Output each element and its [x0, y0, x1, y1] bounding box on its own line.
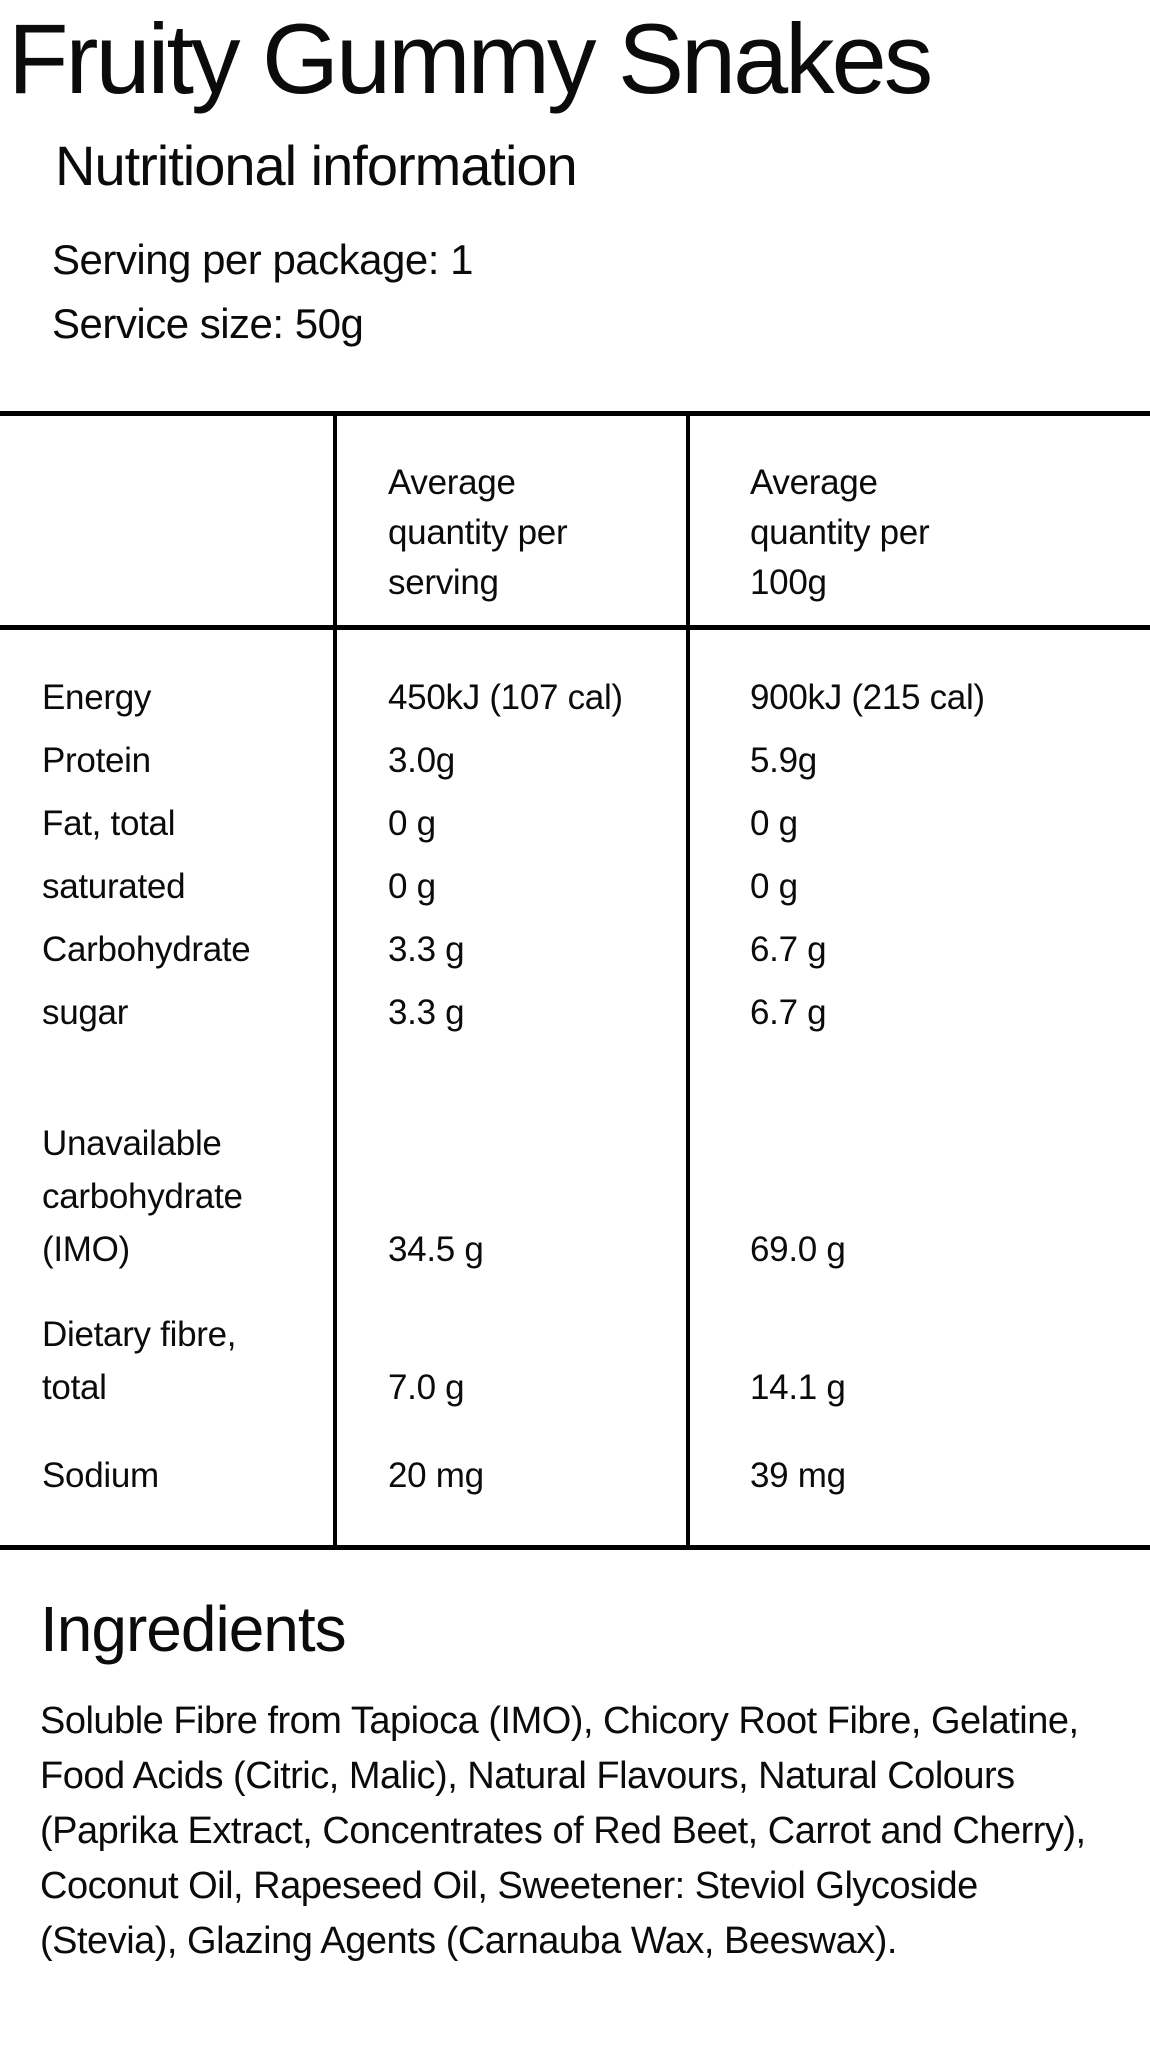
- table-column-divider-1: [333, 416, 337, 1545]
- per-serving-value: 3.3 g: [388, 929, 465, 969]
- table-row-carbohydrate: [0, 918, 1150, 981]
- per-serving-value: 34.5 g: [388, 1230, 484, 1269]
- per-100g-value: 39 mg: [750, 1455, 846, 1495]
- per-serving-value: 0 g: [388, 803, 436, 843]
- nutrient-name: sugar: [42, 992, 129, 1032]
- per-serving-value: 20 mg: [388, 1455, 484, 1495]
- product-title: Fruity Gummy Snakes: [8, 3, 931, 114]
- per-100g-value: 14.1 g: [750, 1368, 846, 1407]
- table-row-dietary-fibre: [0, 1308, 1150, 1414]
- header-per-serving-cell: [335, 416, 688, 625]
- per-100g-value: 6.7 g: [750, 929, 827, 969]
- nutrient-name: Energy: [42, 677, 152, 717]
- per-100g-value: 6.7 g: [750, 992, 827, 1032]
- header-nutrient-cell: [0, 416, 335, 625]
- per-100g-value: 0 g: [750, 866, 798, 906]
- per-serving-value: 3.0g: [388, 740, 455, 780]
- per-serving-value: 0 g: [388, 866, 436, 906]
- ingredients-text: Soluble Fibre from Tapioca (IMO), Chicory Root Fibre, Gelatine, Food Acids (Citric, Malic), Natural Flavours, Natural Colours (Paprika Extract, Concentrates of Red Beet, Carrot and Cherry), Coconut Oil, Rapeseed Oil, Sweetener: Steviol Glycoside (Stevia), Glazing Agents (Carnauba Wax, Beeswax).: [40, 1700, 1086, 1962]
- serving-size-text: Service size: 50g: [52, 300, 364, 347]
- nutrient-name: Dietary fibre, total: [42, 1315, 237, 1407]
- per-100g-value: 900kJ (215 cal): [750, 677, 985, 717]
- column-header-per-serving: Average quantity per serving: [388, 463, 568, 602]
- serving-info: [52, 228, 1150, 356]
- per-serving-value: 7.0 g: [388, 1368, 465, 1407]
- per-serving-value: 450kJ (107 cal): [388, 677, 623, 717]
- per-100g-value: 69.0 g: [750, 1230, 846, 1269]
- nutrition-table: [0, 411, 1150, 1550]
- table-row-fat-total: [0, 792, 1150, 855]
- table-column-divider-2: [686, 416, 690, 1545]
- table-row-sodium: [0, 1444, 1150, 1507]
- table-row-protein: [0, 729, 1150, 792]
- column-header-per-100g: Average quantity per 100g: [750, 463, 930, 602]
- nutrient-name: Fat, total: [42, 803, 176, 843]
- ingredients-heading: Ingredients: [40, 1593, 346, 1665]
- nutrient-name: saturated: [42, 866, 186, 906]
- table-row-energy: [0, 666, 1150, 729]
- nutrient-name: Carbohydrate: [42, 929, 251, 969]
- nutrient-name: Protein: [42, 740, 151, 780]
- table-row-saturated: [0, 855, 1150, 918]
- table-body: [0, 630, 1150, 1545]
- header-per-100g-cell: [688, 416, 1150, 625]
- per-serving-value: 3.3 g: [388, 992, 465, 1032]
- per-100g-value: 0 g: [750, 803, 798, 843]
- table-header-row: [0, 416, 1150, 630]
- table-row-sugar: [0, 981, 1150, 1044]
- per-100g-value: 5.9g: [750, 740, 817, 780]
- table-row-unavailable-carbohydrate: [0, 1117, 1150, 1276]
- nutrient-name: Sodium: [42, 1455, 159, 1495]
- nutrient-name: Unavailable carbohydrate (IMO): [42, 1124, 243, 1269]
- serving-per-package-text: Serving per package: 1: [52, 236, 473, 283]
- nutritional-information-heading: Nutritional information: [55, 134, 577, 197]
